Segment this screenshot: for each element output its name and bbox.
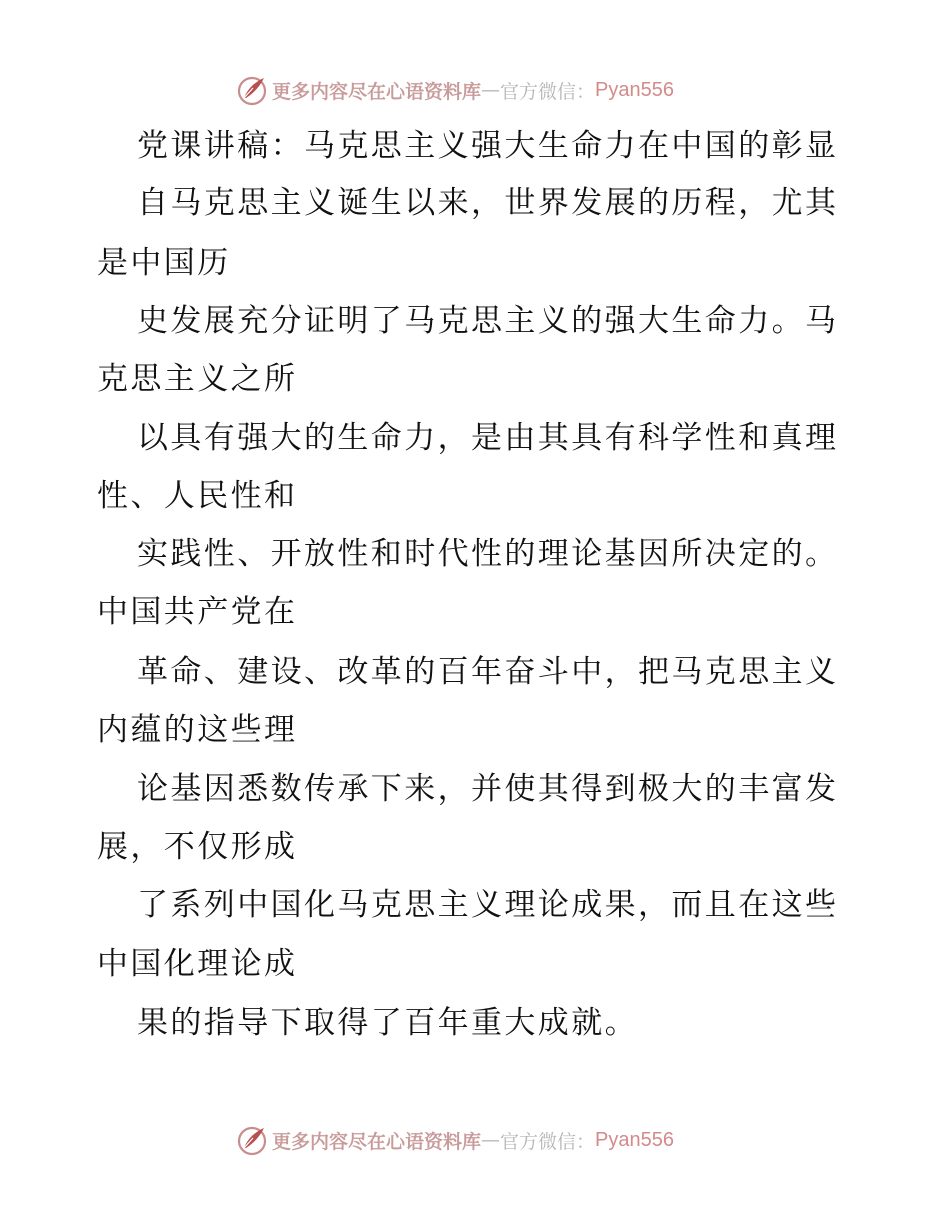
paragraph-line: 中国化理论成	[97, 946, 298, 982]
watermark-dash: —	[481, 1129, 501, 1151]
paragraph-line: 性、人民性和	[97, 478, 298, 514]
watermark-wechat-label: 官方微信：	[500, 80, 596, 103]
paragraph-line: 是中国历	[97, 245, 231, 281]
paragraph-line: 内蕴的这些理	[97, 712, 298, 748]
paragraph-line: 果的指导下取得了百年重大成就。	[137, 1005, 638, 1041]
paragraph-line: 了系列中国化马克思主义理论成果，而且在这些	[137, 887, 839, 923]
watermark-site-text: 更多内容尽在心语资料库	[272, 1130, 482, 1153]
feather-pen-logo-icon	[236, 1124, 268, 1156]
watermark-wechat-id: Pyan556	[595, 1128, 674, 1151]
document-title: 党课讲稿：马克思主义强大生命力在中国的彰显	[137, 128, 839, 164]
watermark-wechat-id: Pyan556	[595, 78, 674, 101]
paragraph-line: 克思主义之所	[97, 361, 298, 397]
header-watermark	[236, 73, 674, 107]
paragraph-line: 以具有强大的生命力，是由其具有科学性和真理	[137, 420, 839, 456]
paragraph-line: 中国共产党在	[97, 594, 298, 630]
watermark-site-text: 更多内容尽在心语资料库	[272, 80, 482, 103]
paragraph-line: 实践性、开放性和时代性的理论基因所决定的。	[137, 536, 839, 572]
footer-watermark	[236, 1123, 674, 1157]
watermark-dash: —	[481, 79, 501, 101]
paragraph-line: 论基因悉数传承下来，并使其得到极大的丰富发	[137, 771, 839, 807]
paragraph-line: 展，不仅形成	[97, 829, 298, 865]
paragraph-line: 革命、建设、改革的百年奋斗中，把马克思主义	[137, 654, 839, 690]
feather-pen-logo-icon	[236, 74, 268, 106]
watermark-wechat-label: 官方微信：	[500, 1130, 596, 1153]
paragraph-line: 史发展充分证明了马克思主义的强大生命力。马	[137, 303, 839, 339]
paragraph-line: 自马克思主义诞生以来，世界发展的历程，尤其	[137, 185, 839, 221]
